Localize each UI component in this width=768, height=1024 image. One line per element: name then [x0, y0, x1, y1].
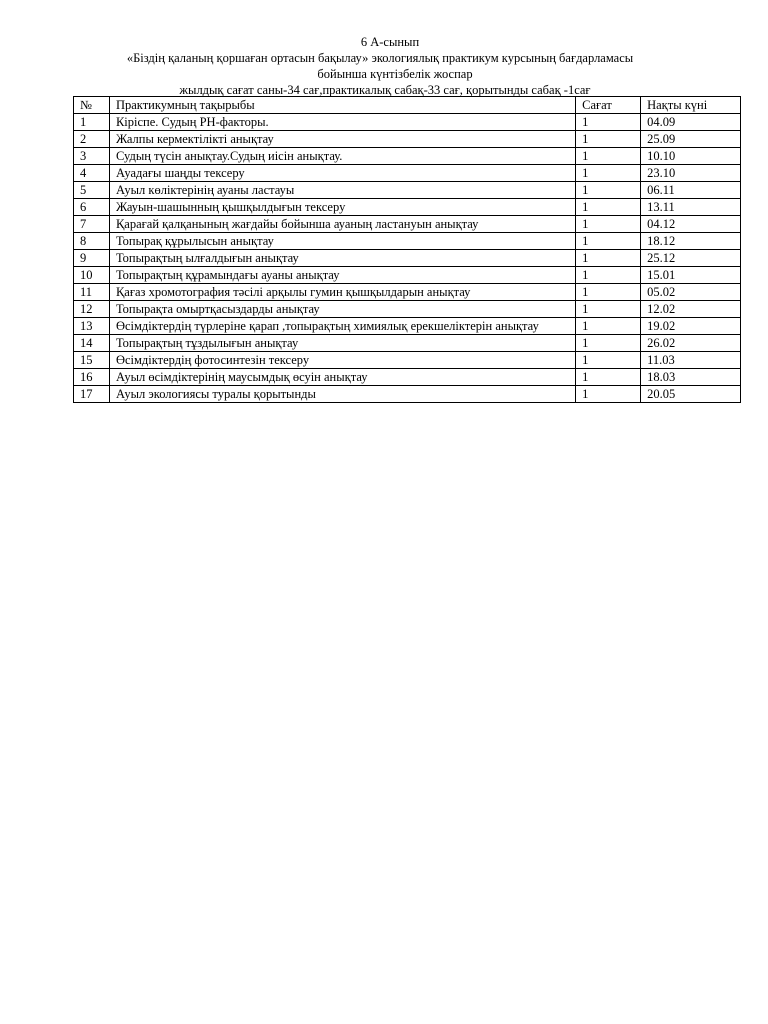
header-number: № [74, 97, 110, 114]
row-hours: 1 [576, 250, 641, 267]
row-topic: Судың түсін анықтау.Судың иісін анықтау. [109, 148, 575, 165]
table-row [74, 216, 741, 233]
row-number: 10 [74, 267, 110, 284]
row-hours: 1 [576, 335, 641, 352]
calendar-plan-table [73, 96, 741, 403]
class-title: 6 А-сынып [360, 35, 420, 49]
row-hours: 1 [576, 386, 641, 403]
row-hours: 1 [576, 267, 641, 284]
table-row [74, 352, 741, 369]
row-topic: Қарағай қалқанының жағдайы бойынша ауаның ластануын анықтау [109, 216, 575, 233]
table-row [74, 335, 741, 352]
row-hours: 1 [576, 369, 641, 386]
row-date: 25.12 [641, 250, 741, 267]
row-date: 20.05 [641, 386, 741, 403]
row-date: 04.12 [641, 216, 741, 233]
row-topic: Топырақ құрылысын анықтау [109, 233, 575, 250]
row-date: 15.01 [641, 267, 741, 284]
row-hours: 1 [576, 148, 641, 165]
row-hours: 1 [576, 131, 641, 148]
program-title: «Біздің қаланың қоршаған ортасын бақылау» экологиялық практикум курсының бағдарламасы [126, 51, 634, 65]
row-topic: Ауадағы шаңды тексеру [109, 165, 575, 182]
row-date: 05.02 [641, 284, 741, 301]
row-number: 17 [74, 386, 110, 403]
row-topic: Топырақта омыртқасыздарды анықтау [109, 301, 575, 318]
row-date: 10.10 [641, 148, 741, 165]
row-date: 11.03 [641, 352, 741, 369]
row-topic: Өсімдіктердің фотосинтезін тексеру [109, 352, 575, 369]
row-date: 06.11 [641, 182, 741, 199]
table-body [74, 114, 741, 403]
row-number: 8 [74, 233, 110, 250]
row-topic: Ауыл көліктерінің ауаны ластауы [109, 182, 575, 199]
table-row [74, 369, 741, 386]
header-topic: Практикумның тақырыбы [109, 97, 575, 114]
row-date: 23.10 [641, 165, 741, 182]
row-topic: Өсімдіктердің түрлеріне қарап ,топырақтың химиялық ерекшеліктерін анықтау [109, 318, 575, 335]
row-number: 6 [74, 199, 110, 216]
table-row [74, 165, 741, 182]
table-row [74, 148, 741, 165]
table-row [74, 267, 741, 284]
row-date: 13.11 [641, 199, 741, 216]
table-row [74, 318, 741, 335]
row-number: 9 [74, 250, 110, 267]
document-heading [60, 34, 700, 98]
row-topic: Топырақтың құрамындағы ауаны анықтау [109, 267, 575, 284]
row-number: 3 [74, 148, 110, 165]
row-hours: 1 [576, 284, 641, 301]
row-topic: Топырақтың тұздылығын анықтау [109, 335, 575, 352]
table-row [74, 199, 741, 216]
row-date: 26.02 [641, 335, 741, 352]
hours-summary: жылдық сағат саны-34 сағ,практикалық сабақ-33 сағ, қорытынды сабақ -1сағ [179, 83, 591, 97]
header-date: Нақты күні [641, 97, 741, 114]
row-number: 15 [74, 352, 110, 369]
row-hours: 1 [576, 165, 641, 182]
row-hours: 1 [576, 114, 641, 131]
row-number: 12 [74, 301, 110, 318]
row-topic: Ауыл өсімдіктерінің маусымдық өсуін анықтау [109, 369, 575, 386]
row-topic: Жалпы кермектілікті анықтау [109, 131, 575, 148]
row-number: 11 [74, 284, 110, 301]
row-hours: 1 [576, 199, 641, 216]
table-row [74, 301, 741, 318]
plan-title: бойынша күнтізбелік жоспар [317, 67, 473, 81]
row-number: 7 [74, 216, 110, 233]
row-number: 1 [74, 114, 110, 131]
table-header-row [74, 97, 741, 114]
row-number: 2 [74, 131, 110, 148]
row-hours: 1 [576, 318, 641, 335]
row-number: 4 [74, 165, 110, 182]
table-row [74, 114, 741, 131]
table-row [74, 182, 741, 199]
row-topic: Кіріспе. Судың PH-факторы. [109, 114, 575, 131]
row-hours: 1 [576, 233, 641, 250]
row-topic: Жауын-шашынның қышқылдығын тексеру [109, 199, 575, 216]
row-topic: Ауыл экологиясы туралы қорытынды [109, 386, 575, 403]
table-row [74, 233, 741, 250]
row-hours: 1 [576, 216, 641, 233]
row-number: 14 [74, 335, 110, 352]
row-topic: Қағаз хромотография тәсілі арқылы гумин қышқылдарын анықтау [109, 284, 575, 301]
row-date: 12.02 [641, 301, 741, 318]
row-hours: 1 [576, 352, 641, 369]
row-date: 18.12 [641, 233, 741, 250]
row-date: 18.03 [641, 369, 741, 386]
row-date: 04.09 [641, 114, 741, 131]
row-topic: Топырақтың ылғалдығын анықтау [109, 250, 575, 267]
row-hours: 1 [576, 301, 641, 318]
table-row [74, 284, 741, 301]
table-row [74, 250, 741, 267]
row-date: 25.09 [641, 131, 741, 148]
row-number: 13 [74, 318, 110, 335]
row-hours: 1 [576, 182, 641, 199]
table-row [74, 386, 741, 403]
table-row [74, 131, 741, 148]
row-date: 19.02 [641, 318, 741, 335]
row-number: 5 [74, 182, 110, 199]
row-number: 16 [74, 369, 110, 386]
header-hours: Сағат [576, 97, 641, 114]
